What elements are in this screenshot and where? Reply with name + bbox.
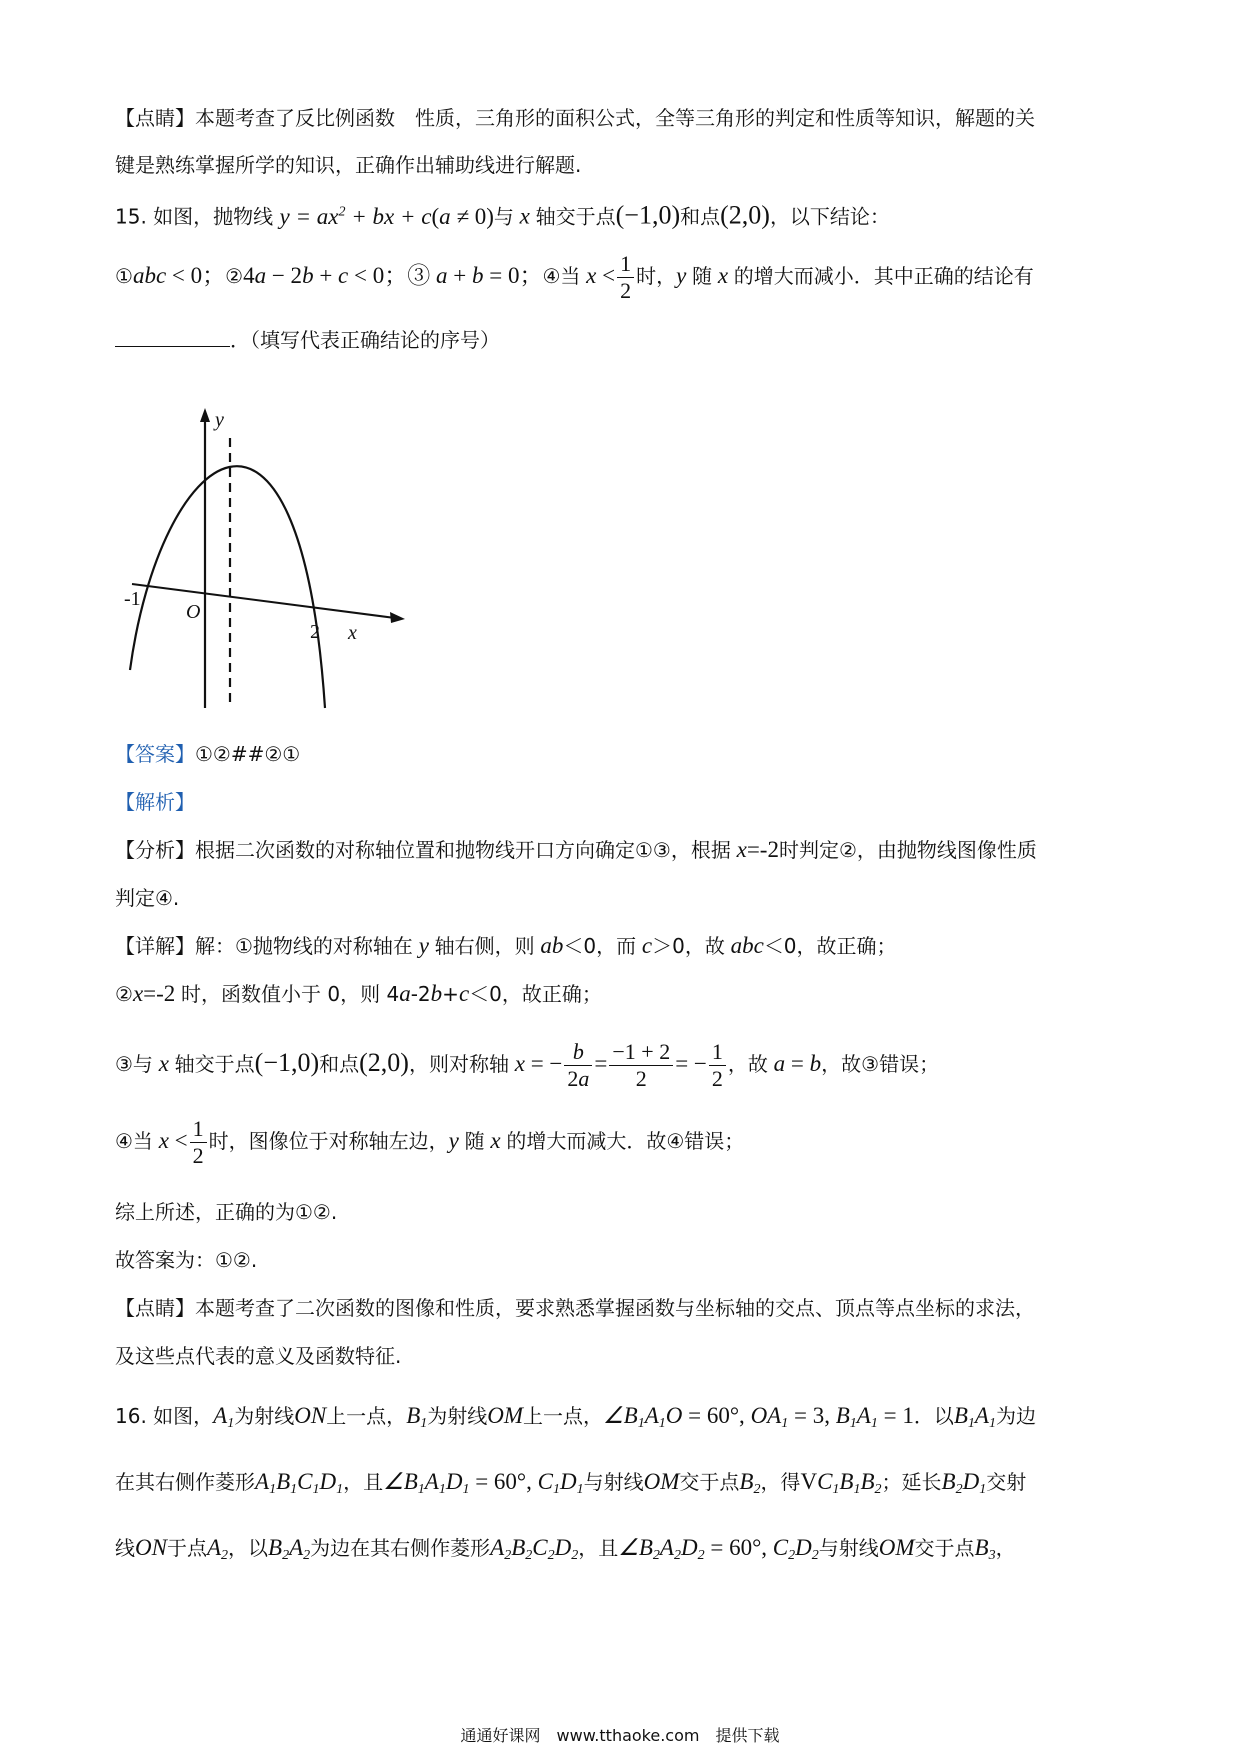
q16-line3: 线ON于点$A_2$，以$B_2A_2$为边在其右侧作菱形$A_2B_2C_2D_2$，且$\angle B_2A_2D_2 = 60^\circ$, $C_2D_2$与射线OM交于点$B_3$， [115, 1535, 1016, 1563]
answer-blank [115, 326, 230, 347]
x-axis-arrow-icon [390, 612, 405, 623]
y-axis-arrow-icon [200, 408, 210, 422]
detail-line3: ③与 x 轴交于点(−1,0)和点(2,0)，则对称轴 x = − $\frac{b}{2a}$ = $\frac{-1 + 2}{2}$ = − $\frac{1}{2}$ ，故 a = b，故③错误； [115, 1039, 940, 1091]
detail-line1: 【详解】解：①抛物线的对称轴在 y 轴右侧，则 ab＜0，而 c＞0，故 abc＜0，故正确； [115, 933, 897, 958]
y-label: y [215, 409, 224, 431]
answer-text: ①②##②① [195, 742, 301, 766]
q16-line1: 16. 如图，$A_1$为射线ON上一点，$B_1$为射线OM上一点，$\angle B_1A_1O = 60^\circ$, $OA_1 = 3$, $B_1A_1 = 1$．以$B_1A_1$为边 [115, 1403, 1036, 1431]
right-root-label: 2 [310, 621, 320, 643]
q15-number: 15. [115, 204, 147, 229]
answer-tag: 【答案】 [115, 742, 195, 766]
q16-line2: 在其右侧作菱形$A_1B_1C_1D_1$，且$\angle B_1A_1D_1 = 60^\circ$, $C_1D_1$与射线OM交于点$B_2$，得$VC_1B_1B_2$；延长$B_2D_1$交射 [115, 1469, 1027, 1497]
parabola-equation: $y = ax^2$ + bx + c(a ≠ 0) [279, 203, 494, 229]
prev-comment-line1 [115, 104, 1035, 132]
x-label: x [348, 622, 357, 644]
detail-summary: 综上所述，正确的为①②. [115, 1200, 338, 1224]
q15-comment-line1: 【点睛】本题考查了二次函数的图像和性质，要求熟悉掌握函数与坐标轴的交点、顶点等点坐标的求法， [115, 1296, 1035, 1320]
q15-stem: 15. 如图，抛物线 $y = ax^2$ + bx + c(a ≠ 0)与 x 轴交于点(−1,0)和点(2,0)，以下结论： [115, 200, 890, 230]
q15-fill-line: ．（填写代表正确结论的序号） [115, 326, 500, 354]
q15-comment-line2: 及这些点代表的意义及函数特征. [115, 1344, 402, 1368]
origin-label: O [186, 601, 201, 623]
q15-conclusions: ①abc < 0；②4a − 2b + c < 0；③ a + b = 0；④当 x < $\frac{1}{2}$ 时，y 随 x 的增大而减小．其中正确的结论有 [115, 251, 1034, 303]
page-footer: 通通好课网 www.tthaoke.com 提供下载 [460, 1726, 780, 1745]
answer-line [115, 740, 300, 768]
detail-line2: ②x=-2 时，函数值小于 0，则 4a-2b+c＜0，故正确； [115, 981, 602, 1006]
detail-final: 故答案为：①②. [115, 1248, 258, 1272]
comment-tag: 【点睛】 [115, 106, 195, 130]
comment-text: 本题考查了反比例函数 性质，三角形的面积公式，全等三角形的判定和性质等知识，解题的关 [195, 106, 1035, 130]
parabola-figure [120, 408, 420, 718]
prev-comment-line2: 键是熟练掌握所学的知识，正确作出辅助线进行解题. [115, 153, 582, 177]
analysis-line1: 【分析】根据二次函数的对称轴位置和抛物线开口方向确定①③，根据 x=-2时判定②，由抛物线图像性质 [115, 837, 1037, 862]
x-axis [132, 584, 395, 618]
analysis-heading: 【解析】 [115, 790, 195, 814]
analysis-line2: 判定④. [115, 886, 180, 910]
detail-line4: ④当 x < $\frac{1}{2}$ 时，图像位于对称轴左边，y 随 x 的增大而减大．故④错误； [115, 1116, 745, 1168]
fraction-one-half: $\frac{1}{2}$ [617, 251, 634, 304]
left-root-label: -1 [124, 588, 141, 610]
